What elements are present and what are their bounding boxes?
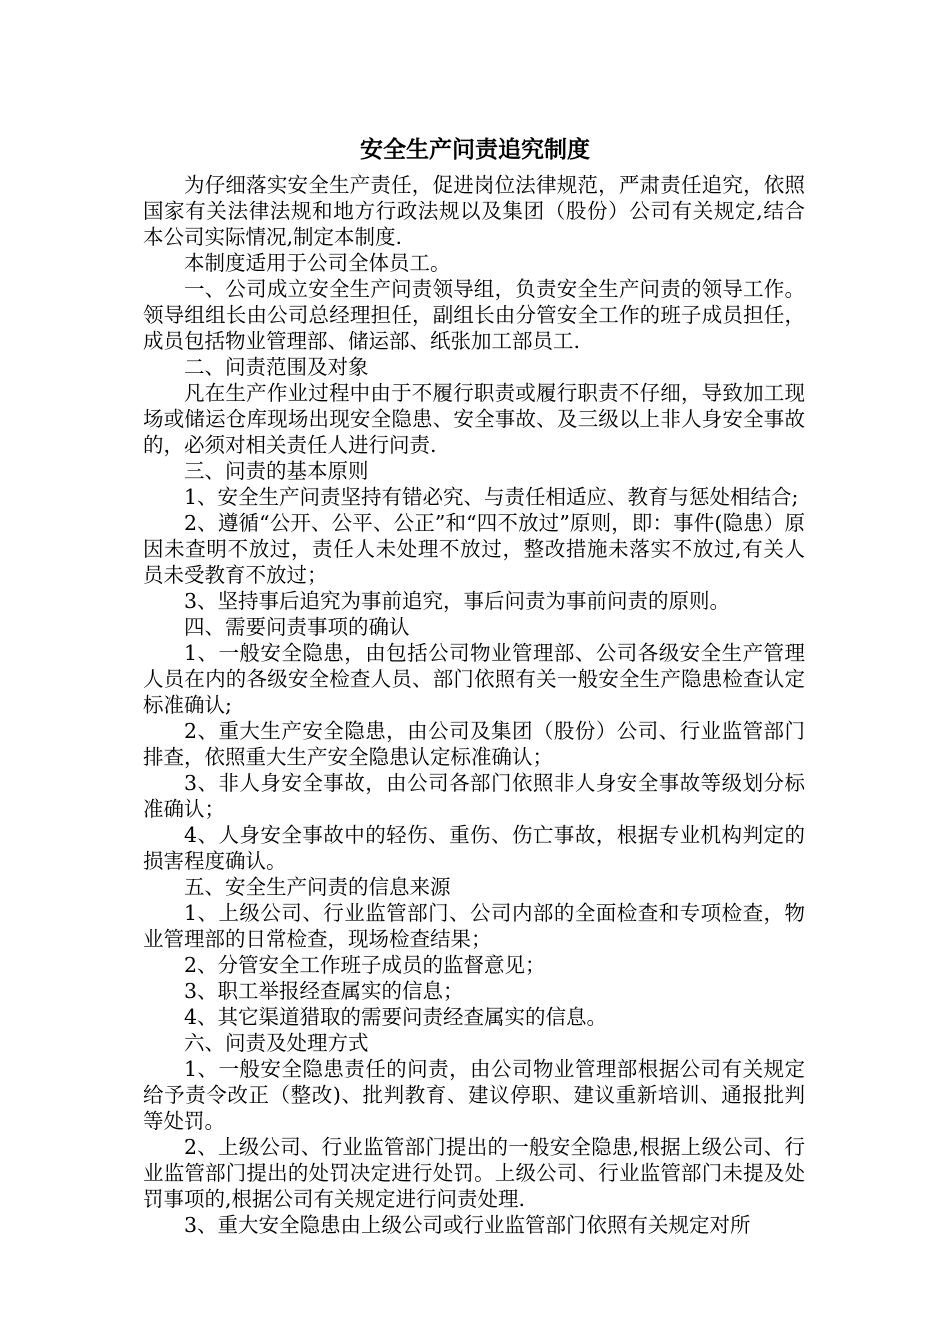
paragraph-6-3: 3、重大安全隐患由上级公司或行业监管部门依照有关规定对所 <box>184 1213 751 1237</box>
paragraph-3-2: 2、遵循“公开、公平、公正”和“四不放过”原则，即：事件(隐患）原因未查明不放过，责任人未处理不放过，整改措施未落实不放过,有关人员未受教育不放过； <box>143 511 805 587</box>
section-heading-3: 三、问责的基本原则 <box>184 459 369 483</box>
paragraph-section-2: 凡在生产作业过程中由于不履行职责或履行职责不仔细，导致加工现场或储运仓库现场出现安全隐患、安全事故、及三级以上非人身安全事故的，必须对相关责任人进行问责. <box>143 381 805 457</box>
paragraph-4-1: 1、一般安全隐患，由包括公司物业管理部、公司各级安全生产管理人员在内的各级安全检查人员、部门依照有关一般安全生产隐患检查认定标准确认; <box>143 641 805 717</box>
section-heading-5: 五、安全生产问责的信息来源 <box>184 875 451 899</box>
section-heading-2: 二、问责范围及对象 <box>184 355 369 379</box>
paragraph-4-3: 3、非人身安全事故，由公司各部门依照非人身安全事故等级划分标准确认； <box>143 771 805 821</box>
paragraph-5-1: 1、上级公司、行业监管部门、公司内部的全面检查和专项检查，物业管理部的日常检查，现场检查结果； <box>143 901 805 951</box>
paragraph-scope: 本制度适用于公司全体员工。 <box>184 251 451 275</box>
paragraph-3-3: 3、坚持事后追究为事前追究，事后问责为事前问责的原则。 <box>184 589 731 613</box>
paragraph-5-2: 2、分管安全工作班子成员的监督意见； <box>184 953 546 977</box>
paragraph-6-2: 2、上级公司、行业监管部门提出的一般安全隐患,根据上级公司、行业监管部门提出的处罚决定进行处罚。上级公司、行业监管部门未提及处罚事项的,根据公司有关规定进行问责处理. <box>143 1135 805 1211</box>
paragraph-6-1: 1、一般安全隐患责任的问责，由公司物业管理部根据公司有关规定给予责令改正（整改)、批判教育、建议停职、建议重新培训、通报批判等处罚。 <box>143 1057 805 1133</box>
paragraph-5-4: 4、其它渠道猎取的需要问责经查属实的信息。 <box>184 1005 608 1029</box>
document-title: 安全生产问责追究制度 <box>360 136 590 163</box>
paragraph-3-1: 1、安全生产问责坚持有错必究、与责任相适应、教育与惩处相结合; <box>184 485 799 509</box>
paragraph-intro: 为仔细落实安全生产责任，促进岗位法律规范，严肃责任追究，依照国家有关法律法规和地方行政法规以及集团（股份）公司有关规定,结合本公司实际情况,制定本制度. <box>143 173 805 249</box>
section-heading-6: 六、问责及处理方式 <box>184 1031 369 1055</box>
section-heading-4: 四、需要问责事项的确认 <box>184 615 410 639</box>
paragraph-5-3: 3、职工举报经查属实的信息； <box>184 979 464 1003</box>
paragraph-4-2: 2、重大生产安全隐患，由公司及集团（股份）公司、行业监管部门排查，依照重大生产安全隐患认定标准确认； <box>143 719 805 769</box>
document-body <box>143 172 805 1238</box>
paragraph-section-1: 一、公司成立安全生产问责领导组，负责安全生产问责的领导工作。领导组组长由公司总经理担任，副组长由分管安全工作的班子成员担任，成员包括物业管理部、储运部、纸张加工部员工. <box>143 277 805 353</box>
paragraph-4-4: 4、人身安全事故中的轻伤、重伤、伤亡事故，根据专业机构判定的损害程度确认。 <box>143 823 805 873</box>
